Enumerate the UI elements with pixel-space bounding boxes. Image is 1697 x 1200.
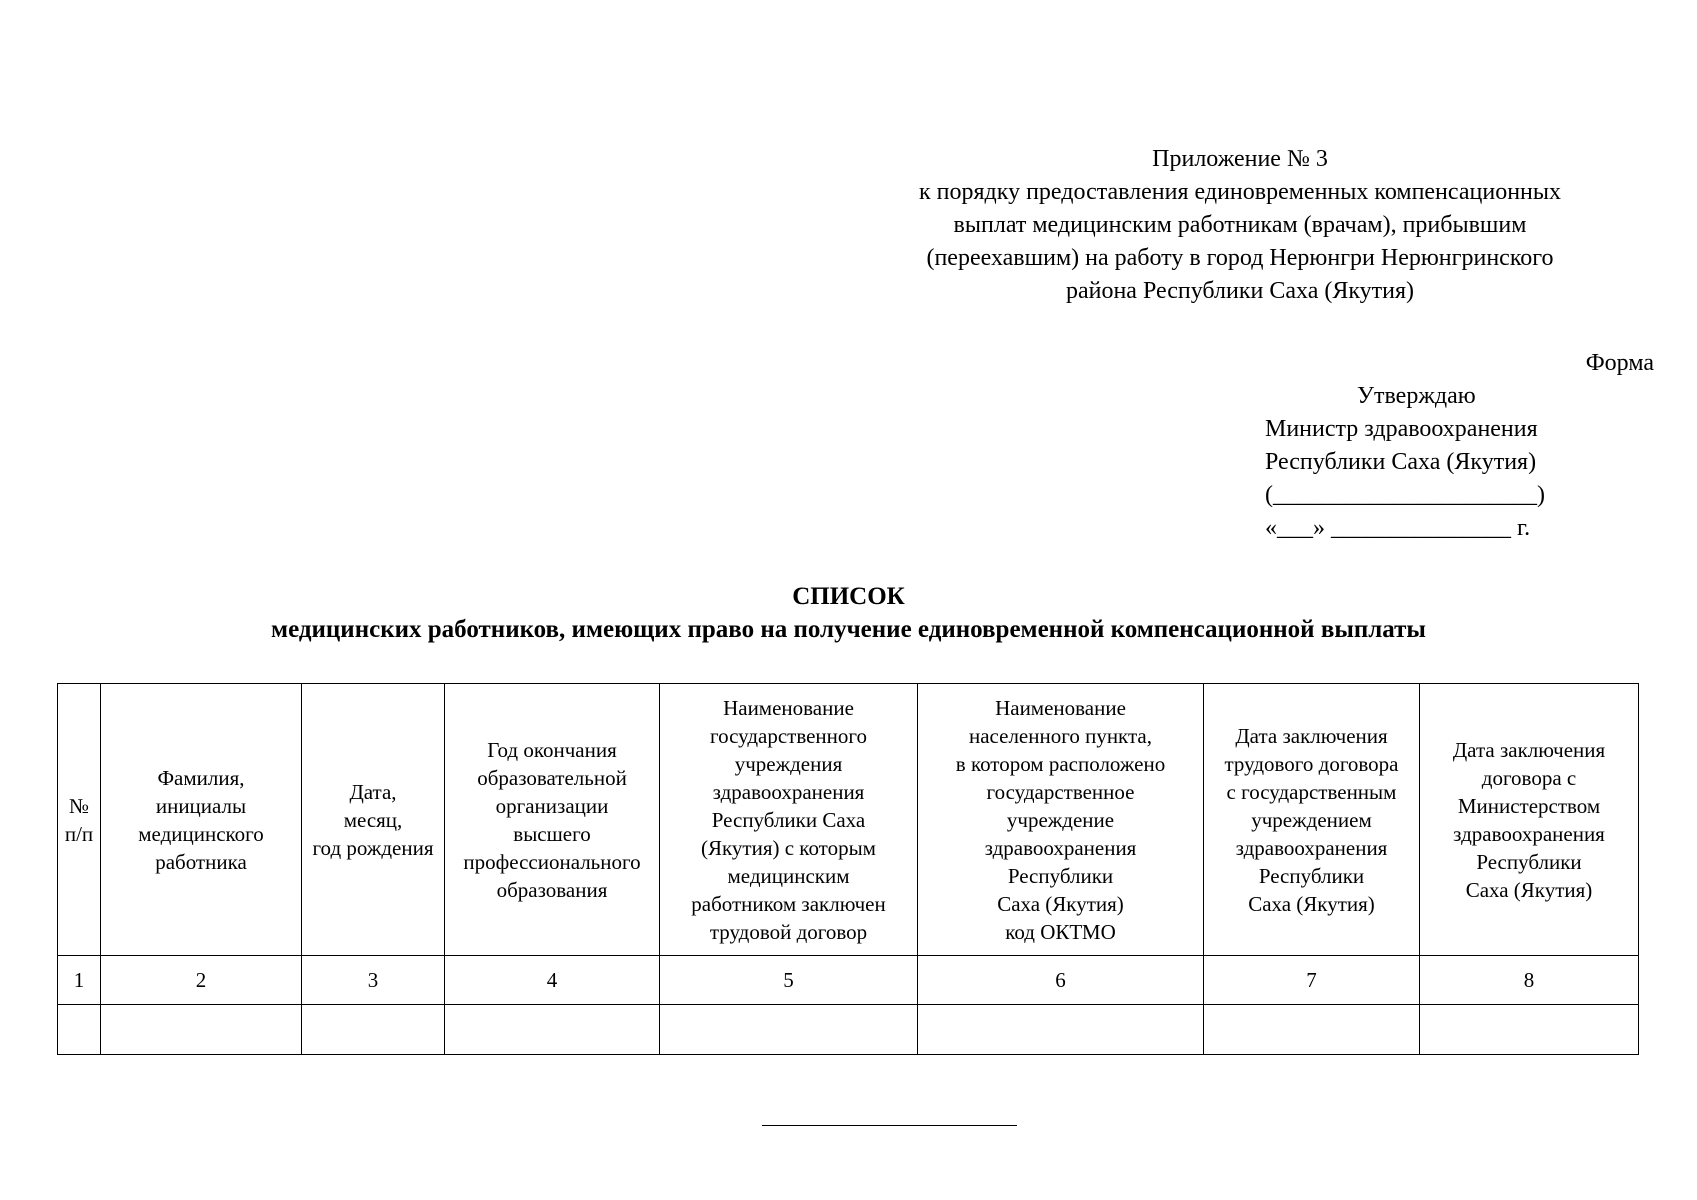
table-cell bbox=[101, 1005, 302, 1055]
column-number: 5 bbox=[660, 956, 918, 1005]
header-number bbox=[58, 684, 101, 956]
column-number: 3 bbox=[302, 956, 445, 1005]
header-line: здравоохранения bbox=[712, 779, 865, 804]
header-line: Саха (Якутия) bbox=[997, 891, 1124, 916]
header-line: образования bbox=[496, 877, 608, 902]
header-line: с государственным bbox=[1226, 779, 1397, 804]
header-line: № bbox=[68, 793, 90, 818]
header-line: учреждения bbox=[734, 751, 843, 776]
table-cell bbox=[58, 1005, 101, 1055]
header-line: в котором расположено bbox=[955, 751, 1166, 776]
header-line: (Якутия) с которым bbox=[701, 835, 876, 860]
header-line: организации bbox=[495, 793, 609, 818]
header-line: здравоохранения bbox=[1453, 821, 1605, 846]
header-line: месяц, bbox=[343, 807, 403, 832]
header-line: Саха (Якутия) bbox=[1465, 877, 1593, 902]
header-line: образовательной bbox=[477, 765, 627, 790]
approval-line: Республики Саха (Якутия) bbox=[1265, 449, 1537, 475]
column-number: 1 bbox=[58, 956, 101, 1005]
header-graduation-year bbox=[445, 684, 660, 956]
approval-block bbox=[1265, 413, 1545, 545]
header-line: Фамилия, bbox=[157, 765, 245, 790]
header-ministry-contract-date bbox=[1420, 684, 1639, 956]
header-birthdate bbox=[302, 684, 445, 956]
appendix-line: к порядку предоставления единовременных компенсационных bbox=[919, 179, 1561, 205]
header-line: Год окончания bbox=[487, 737, 617, 762]
title-main: СПИСОК bbox=[792, 583, 905, 610]
header-line: год рождения bbox=[312, 835, 434, 860]
header-line: Наименование bbox=[995, 695, 1126, 720]
appendix-line: района Республики Саха (Якутия) bbox=[1065, 278, 1415, 304]
header-line: Дата, bbox=[349, 779, 397, 804]
header-line: Дата заключения bbox=[1452, 737, 1606, 762]
table-cell bbox=[445, 1005, 660, 1055]
table-cell bbox=[302, 1005, 445, 1055]
header-line: Республики bbox=[1476, 849, 1582, 874]
column-number: 4 bbox=[445, 956, 660, 1005]
header-line: Республики bbox=[1258, 863, 1365, 888]
header-line: Министерством bbox=[1457, 793, 1601, 818]
header-institution bbox=[660, 684, 918, 956]
column-number-row bbox=[58, 956, 1639, 1005]
header-line: работника bbox=[155, 849, 247, 874]
header-line: трудовой договор bbox=[709, 919, 868, 944]
document-title bbox=[0, 580, 1697, 646]
column-number: 8 bbox=[1420, 956, 1639, 1005]
header-line: договора с bbox=[1481, 765, 1577, 790]
header-line: код ОКТМО bbox=[1005, 919, 1116, 944]
table-cell bbox=[1204, 1005, 1420, 1055]
appendix-line: Приложение № 3 bbox=[1152, 146, 1328, 172]
table-cell bbox=[918, 1005, 1204, 1055]
form-label: Форма bbox=[1585, 350, 1654, 376]
header-line: работником заключен bbox=[691, 891, 886, 916]
approval-line: Министр здравоохранения bbox=[1265, 416, 1538, 442]
appendix-line: (переехавшим) на работу в город Нерюнгри Нерюнгринского bbox=[926, 245, 1554, 271]
header-line: Дата заключения bbox=[1235, 723, 1388, 748]
footer-divider bbox=[762, 1125, 1017, 1126]
header-line: здравоохранения bbox=[984, 835, 1137, 860]
header-line: здравоохранения bbox=[1235, 835, 1388, 860]
header-line: населенного пункта, bbox=[969, 723, 1152, 748]
column-number: 6 bbox=[918, 956, 1204, 1005]
table-cell bbox=[1420, 1005, 1639, 1055]
header-contract-date bbox=[1204, 684, 1420, 956]
table-row bbox=[58, 1005, 1639, 1055]
header-line: профессионального bbox=[463, 849, 641, 874]
header-line: государственного bbox=[709, 723, 868, 748]
header-line: Наименование bbox=[723, 695, 854, 720]
header-line: медицинского bbox=[138, 821, 264, 846]
approval-date-line: «___» _______________ г. bbox=[1265, 515, 1531, 541]
column-number: 7 bbox=[1204, 956, 1420, 1005]
header-line: инициалы bbox=[155, 793, 247, 818]
header-line: учреждение bbox=[1006, 807, 1115, 832]
column-number: 2 bbox=[101, 956, 302, 1005]
header-locality bbox=[918, 684, 1204, 956]
header-name bbox=[101, 684, 302, 956]
table-header-row bbox=[58, 684, 1639, 956]
header-line: высшего bbox=[513, 821, 591, 846]
header-line: учреждением bbox=[1251, 807, 1372, 832]
header-line: п/п bbox=[64, 821, 94, 846]
table-cell bbox=[660, 1005, 918, 1055]
header-line: медицинским bbox=[727, 863, 850, 888]
header-line: Республики bbox=[1007, 863, 1114, 888]
title-sub: медицинских работников, имеющих право на получение единовременной компенсационной выплаты bbox=[271, 616, 1426, 643]
appendix-line: выплат медицинским работникам (врачам), прибывшим bbox=[953, 212, 1527, 238]
appendix-block bbox=[820, 143, 1660, 308]
header-line: трудового договора bbox=[1224, 751, 1399, 776]
header-line: Саха (Якутия) bbox=[1248, 891, 1375, 916]
approval-heading: Утверждаю bbox=[1357, 383, 1476, 409]
approval-signature-line: (______________________) bbox=[1265, 482, 1545, 508]
header-line: государственное bbox=[986, 779, 1135, 804]
header-line: Республики Саха bbox=[711, 807, 866, 832]
workers-table bbox=[57, 683, 1639, 1055]
